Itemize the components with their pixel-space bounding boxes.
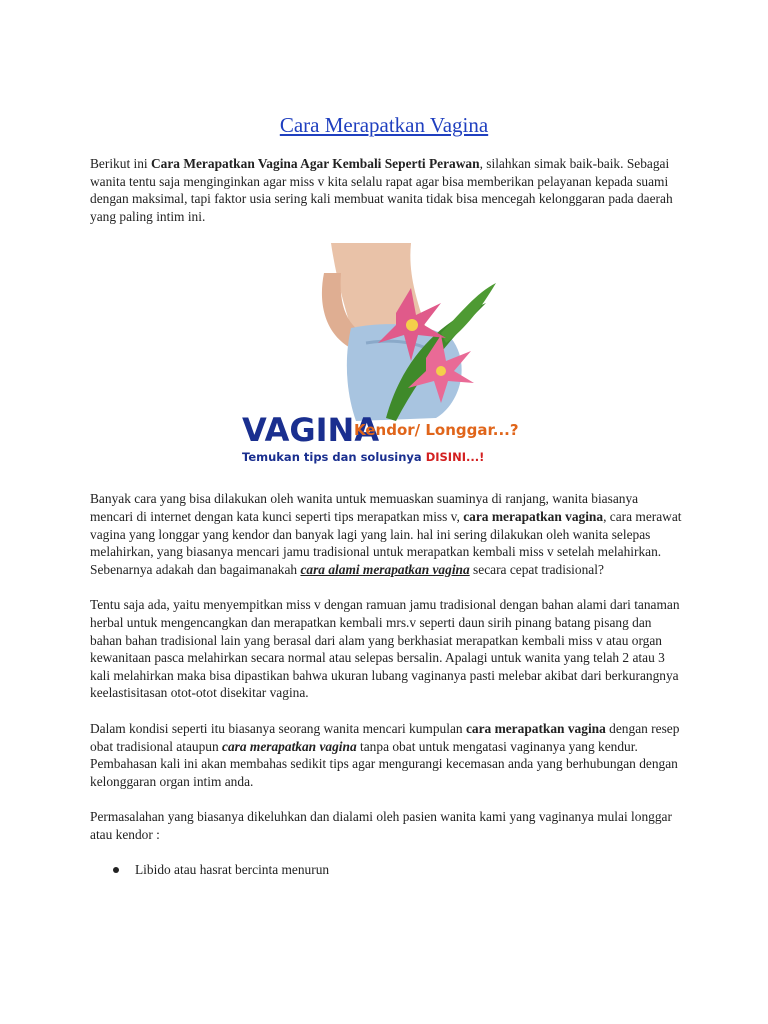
paragraph-2-text: Banyak cara yang bisa dilakukan oleh wanita untuk memuaskan suaminya di ranjang, wanita biasanya mencari di internet dengan kata kunci seperti tips merapatkan miss v, [90, 491, 639, 524]
paragraph-2 [90, 490, 682, 578]
paragraph-2-text-end: secara cepat tradisional? [469, 561, 604, 577]
image-headline: VAGINA [242, 411, 380, 450]
paragraph-2-bold: cara merapatkan vagina [463, 508, 604, 524]
symptom-list [90, 861, 682, 879]
article-body [90, 155, 682, 879]
list-item-text: Libido atau hasrat bercinta menurun [135, 862, 330, 878]
paragraph-4-bold: cara merapatkan vagina [465, 720, 606, 736]
article-image [236, 243, 536, 468]
list-item [135, 861, 682, 879]
paragraph-4-text: Dalam kondisi seperti itu biasanya seorang wanita mencari kumpulan [90, 720, 466, 736]
paragraph-3: Tentu saja ada, yaitu menyempitkan miss v dengan ramuan jamu tradisional dengan bahan alami dari tanaman herbal untuk mengencangkan dan merapatkan kembali mrs.v seperti daun sirih pinang batang pisang dan bahan bahan tradisional lain yang berasal dari alam yang berkhasiat merapatkan kembali miss v atau organ kewanitaan pasca melahirkan secara normal atau selepas bersalin. Apalagi untuk wanita yang telah 2 atau 3 kali melahirkan maka bisa dipastikan bahwa ukuran lubang vaginanya pasti melebar akibat dari berkurangnya keelastisitasan otot-otot disekitar vagina. [90, 597, 680, 701]
intro-bold-phrase: Cara Merapatkan Vagina Agar Kembali Seperti Perawan [151, 156, 480, 171]
paragraph-4-text-mid: dengan resep obat tradisional ataupun [90, 720, 680, 754]
intro-paragraph [90, 155, 682, 225]
image-caption-highlight: DISINI...! [425, 450, 485, 465]
bullet-icon [113, 867, 119, 873]
paragraph-4-bold-italic: cara merapatkan vagina [222, 738, 357, 754]
page-title[interactable]: Cara Merapatkan Vagina [279, 113, 489, 137]
cara-alami-link[interactable]: cara alami merapatkan vagina [300, 561, 470, 577]
leaf-shape [441, 283, 496, 343]
paragraph-4 [90, 720, 682, 790]
paragraph-2-text-mid: , cara merawat vagina yang longgar yang kendor dan banyak lagi yang lain. hal ini sering dilakukan oleh wanita selepas melahirkan, yang biasanya mencari jamu tradisional untuk merapatkan kembali miss v setelah melahirkan. Sebenarnya adakah dan bagaimanakah [90, 508, 682, 577]
paragraph-4-text-end: tanpa obat untuk mengatasi vaginanya yang kendur. Pembahasan kali ini akan membahas sedikit tips agar mengurangi kecemasan anda yang berhubungan dengan kelonggaran organ intim anda. [90, 738, 678, 789]
paragraph-5: Permasalahan yang biasanya dikeluhkan dan dialami oleh pasien wanita kami yang vaginanya mulai longgar atau kendor : [90, 809, 672, 842]
article-illustration [236, 243, 536, 468]
image-caption [242, 450, 484, 464]
image-subhead: Kendor/ Longgar...? [354, 421, 519, 440]
intro-text: Berikut ini [90, 156, 151, 171]
intro-text-rest: , silahkan simak baik-baik. Sebagai wanita tentu saja menginginkan agar miss v kita selalu rapat agar bisa memberikan pelayanan kepada suami dengan maksimal, tapi faktor usia sering kali membuat wanita tidak bisa mencegah kelonggaran pada daerah yang paling intim ini. [90, 156, 673, 224]
image-caption-text: Temukan tips dan solusinya [242, 450, 426, 465]
